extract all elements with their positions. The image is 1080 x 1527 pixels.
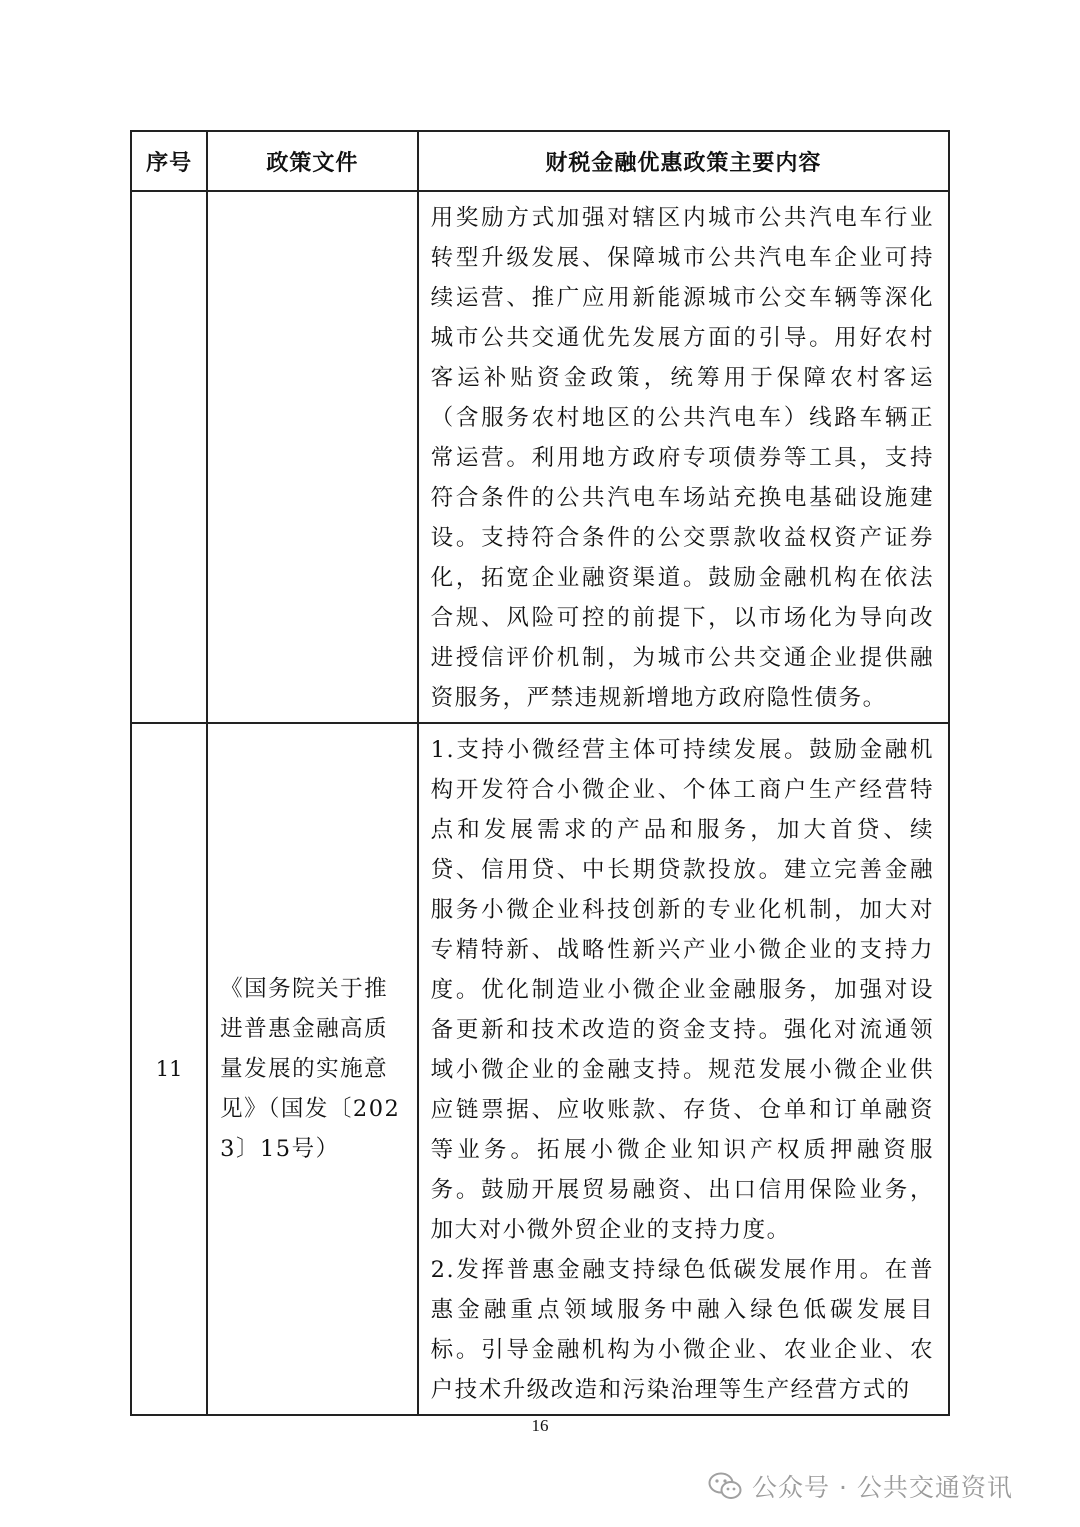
row-doc-cell: [207, 191, 418, 723]
row-content-cell: [418, 723, 949, 1415]
table-row: [131, 723, 949, 1415]
header-no: 序号: [131, 131, 207, 191]
content-paragraph: 用奖励方式加强对辖区内城市公共汽电车行业转型升级发展、保障城市公共汽电车企业可持续运营、推广应用新能源城市公交车辆等深化城市公共交通优先发展方面的引导。用好农村客运补贴资金政策，统筹用于保障农村客运（含服务农村地区的公共汽电车）线路车辆正常运营。利用地方政府专项债券等工具，支持符合条件的公共汽电车场站充换电基础设施建设。支持符合条件的公交票款收益权资产证券化，拓宽企业融资渠道。鼓励金融机构在依法合规、风险可控的前提下，以市场化为导向改进授信评价机制，为城市公共交通企业提供融资服务，严禁违规新增地方政府隐性债务。: [430, 205, 934, 711]
policy-table: [130, 130, 950, 1416]
header-doc: 政策文件: [207, 131, 418, 191]
wechat-icon: [708, 1471, 742, 1501]
content-paragraph: 1.支持小微经营主体可持续发展。鼓励金融机构开发符合小微企业、个体工商户生产经营特点和发展需求的产品和服务，加大首贷、续贷、信用贷、中长期贷款投放。建立完善金融服务小微企业科技创新的专业化机制，加大对专精特新、战略性新兴产业小微企业的支持力度。优化制造业小微企业金融服务，加强对设备更新和技术改造的资金支持。强化对流通领域小微企业的金融支持。规范发展小微企业供应链票据、应收账款、存货、仓单和订单融资等业务。拓展小微企业知识产权质押融资服务。鼓励开展贸易融资、出口信用保险业务，加大对小微外贸企业的支持力度。: [430, 737, 934, 1243]
table-header-row: [131, 131, 949, 191]
row-content-cell: [418, 191, 949, 723]
row-no-cell: [131, 191, 207, 723]
row-doc-cell: 《国务院关于推进普惠金融高质量发展的实施意见》（国发〔2023〕15号）: [207, 723, 418, 1415]
watermark: [708, 1466, 1013, 1506]
row-no-cell: 11: [131, 723, 207, 1415]
table-row: [131, 191, 949, 723]
page-number: 16: [531, 1416, 549, 1435]
content-paragraph: 2.发挥普惠金融支持绿色低碳发展作用。在普惠金融重点领域服务中融入绿色低碳发展目标。引导金融机构为小微企业、农业企业、农户技术升级改造和污染治理等生产经营方式的: [430, 1257, 934, 1403]
header-content: 财税金融优惠政策主要内容: [418, 131, 949, 191]
watermark-text: 公众号 · 公共交通资讯: [752, 1473, 1013, 1502]
